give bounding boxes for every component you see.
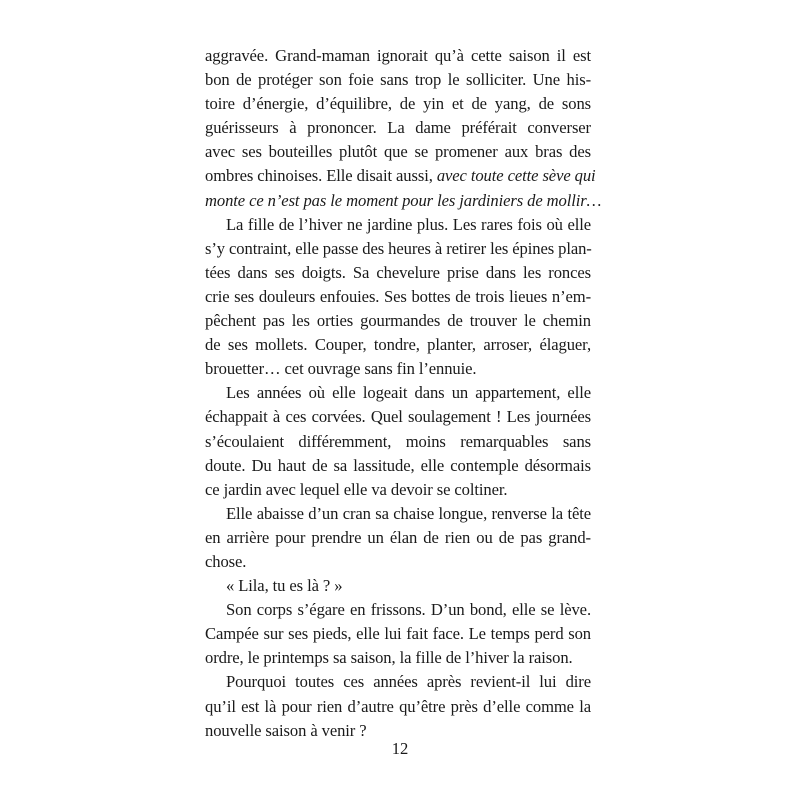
paragraph-6 <box>205 598 591 670</box>
text-line: Son corps s’égare en frissons. D’un bond, elle se lève. <box>226 600 591 620</box>
text-line: nouvelle saison à venir ? <box>205 720 367 740</box>
text-line: pêchent pas les orties gourmandes de trouver le chemin <box>205 311 591 331</box>
text-line: s’écoulaient différemment, moins remarquables sans <box>205 431 591 451</box>
text-line: Pourquoi toutes ces années après revient-il lui dire <box>226 672 591 692</box>
paragraph-1 <box>205 44 602 213</box>
paragraph-2 <box>205 213 591 382</box>
text-line: tées dans ses doigts. Sa chevelure prise dans les ronces <box>205 262 591 282</box>
text-line: en arrière pour prendre un élan de rien ou de pas grand- <box>205 527 591 547</box>
text-line: chose. <box>205 551 247 571</box>
text-line: de ses mollets. Couper, tondre, planter, arroser, élaguer, <box>205 335 591 355</box>
paragraph-7 <box>205 670 591 742</box>
text-line-mixed <box>205 164 596 188</box>
text-line: doute. Du haut de sa lassitude, elle contemple désormais <box>205 455 591 475</box>
text-line: Les années où elle logeait dans un appartement, elle <box>226 383 591 403</box>
text-line: qu’il est là pour rien d’autre qu’être près d’elle comme la <box>205 696 591 716</box>
text-line: s’y contraint, elle passe des heures à retirer les épines plan- <box>205 238 592 258</box>
text-line: échappait à ces corvées. Quel soulagement ! Les journées <box>205 407 591 427</box>
text-line: aggravée. Grand-maman ignorait qu’à cette saison il est <box>205 46 591 65</box>
text-line: guérisseurs à prononcer. La dame préférait converser <box>205 118 591 138</box>
page-number: 12 <box>391 739 409 758</box>
text-line: ce jardin avec lequel elle va devoir se coltiner. <box>205 479 508 499</box>
text-line: Elle abaisse d’un cran sa chaise longue, renverse la tête <box>226 503 591 523</box>
text-line: toire d’énergie, d’équilibre, de yin et de yang, de sons <box>205 94 591 114</box>
text-line: ordre, le printemps sa saison, la fille de l’hiver la raison. <box>205 648 573 668</box>
text-line: La fille de l’hiver ne jardine plus. Les rares fois où elle <box>226 214 591 234</box>
page-body <box>205 44 602 743</box>
text-line: Campée sur ses pieds, elle lui fait face. Le temps perd son <box>205 624 591 644</box>
italic-text-line: monte ce n’est pas le moment pour les jardiniers de mollir… <box>205 190 602 210</box>
paragraph-3 <box>205 381 591 501</box>
text-line: bon de protéger son foie sans trop le solliciter. Une his- <box>205 70 591 90</box>
roman-text: ombres chinoises. Elle disait aussi, <box>205 166 437 186</box>
paragraph-5-dialogue <box>205 574 591 598</box>
text-line: brouetter… cet ouvrage sans fin l’ennuie. <box>205 359 477 379</box>
italic-text: avec toute cette sève qui <box>436 166 596 186</box>
text-line: crie ses douleurs enfouies. Ses bottes de trois lieues n’em- <box>205 286 591 306</box>
text-line: avec ses bouteilles plutôt que se promener aux bras des <box>205 142 591 162</box>
dialogue-line: « Lila, tu es là ? » <box>226 576 343 596</box>
paragraph-4 <box>205 502 591 574</box>
